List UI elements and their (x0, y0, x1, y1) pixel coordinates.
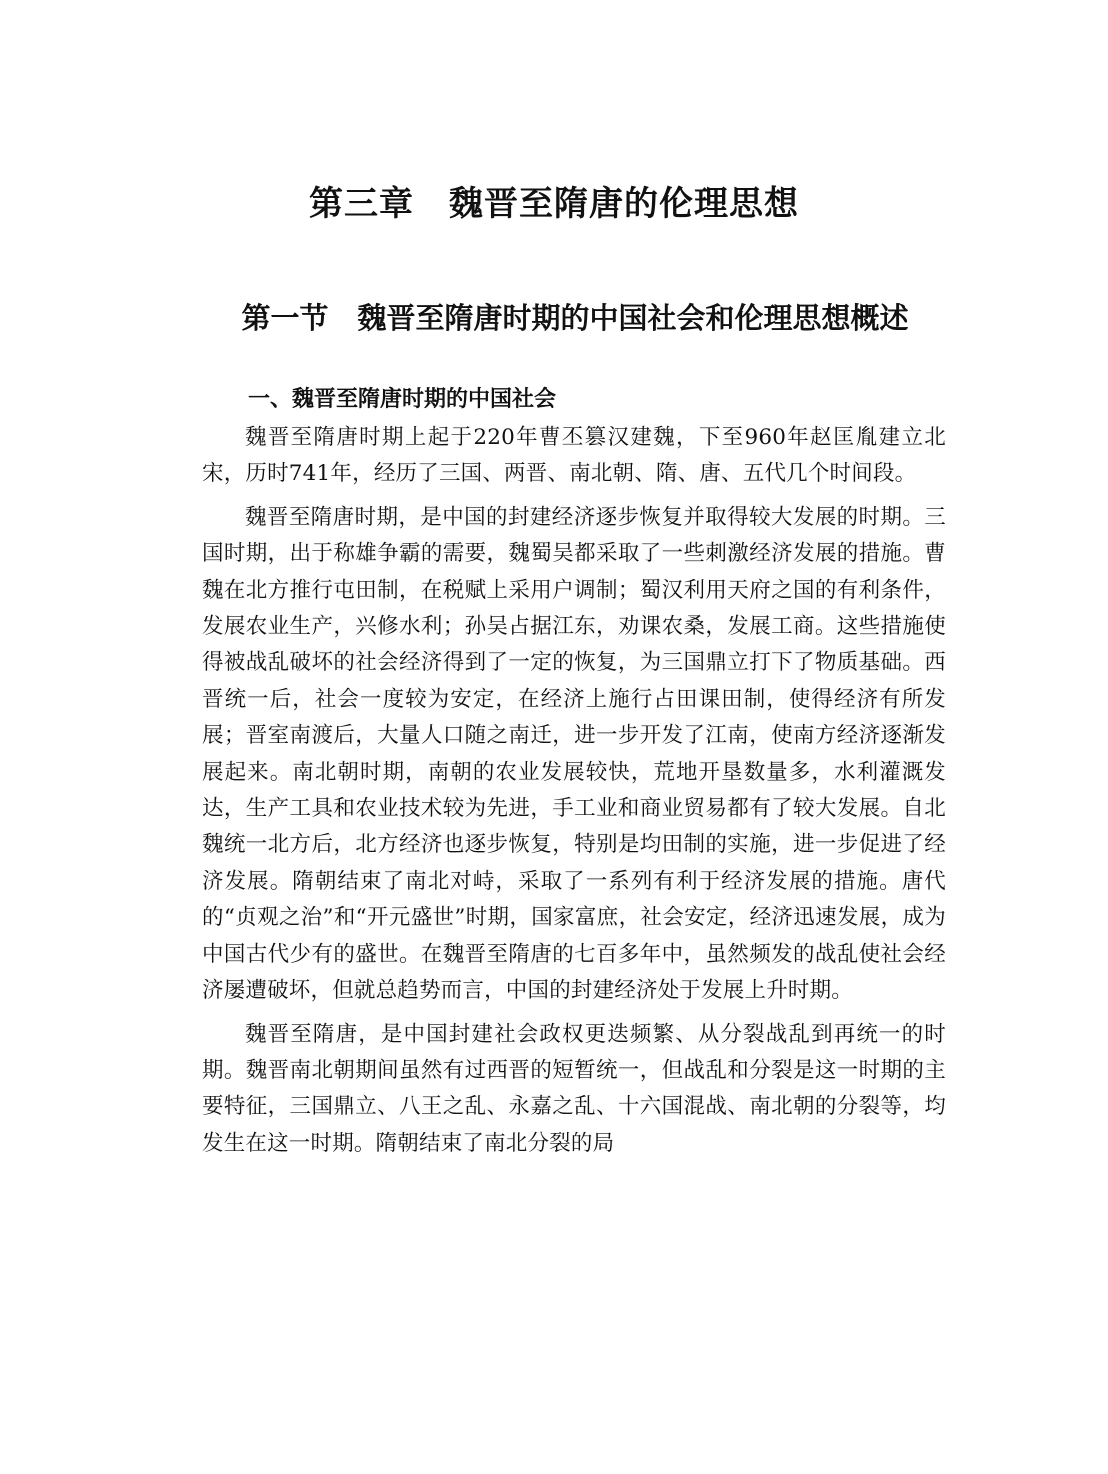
paragraph: 魏晋至隋唐，是中国封建社会政权更迭频繁、从分裂战乱到再统一的时期。魏晋南北朝期间虽然有过西晋的短暂统一，但战乱和分裂是这一时期的主要特征，三国鼎立、八王之乱、永嘉之乱、十六国混战、南北朝的分裂等，均发生在这一时期。隋朝结束了南北分裂的局 (202, 1021, 946, 1156)
paragraph: 魏晋至隋唐时期，是中国的封建经济逐步恢复并取得较大发展的时期。三国时期，出于称雄争霸的需要，魏蜀吴都采取了一些刺激经济发展的措施。曹魏在北方推行屯田制，在税赋上采用户调制；蜀汉利用天府之国的有利条件，发展农业生产，兴修水利；孙吴占据江东，劝课农桑，发展工商。这些措施使得被战乱破坏的社会经济得到了一定的恢复，为三国鼎立打下了物质基础。西晋统一后，社会一度较为安定，在经济上施行占田课田制，使得经济有所发展；晋室南渡后，大量人口随之南迁，进一步开发了江南，使南方经济逐渐发展起来。南北朝时期，南朝的农业发展较快，荒地开垦数量多，水利灌溉发达，生产工具和农业技术较为先进，手工业和商业贸易都有了较大发展。自北魏统一北方后，北方经济也逐步恢复，特别是均田制的实施，进一步促进了经济发展。隋朝结束了南北对峙，采取了一系列有利于经济发展的措施。唐代的“贞观之治”和“开元盛世”时期，国家富庶，社会安定，经济迅速发展，成为中国古代少有的盛世。在魏晋至隋唐的七百多年中，虽然频发的战乱使社会经济屡遭破坏，但就总趋势而言，中国的封建经济处于发展上升时期。 (202, 504, 946, 1004)
section-title: 第一节 魏晋至隋唐时期的中国社会和伦理思想概述 (241, 301, 909, 335)
subsection-title: 一、魏晋至隋唐时期的中国社会 (248, 387, 557, 412)
paragraph: 魏晋至隋唐时期上起于220年曹丕篡汉建魏，下至960年赵匡胤建立北宋，历时741年，经历了三国、两晋、南北朝、隋、唐、五代几个时间段。 (202, 425, 946, 487)
body-text (202, 420, 946, 1169)
chapter-title: 第三章 魏晋至隋唐的伦理思想 (309, 184, 799, 224)
